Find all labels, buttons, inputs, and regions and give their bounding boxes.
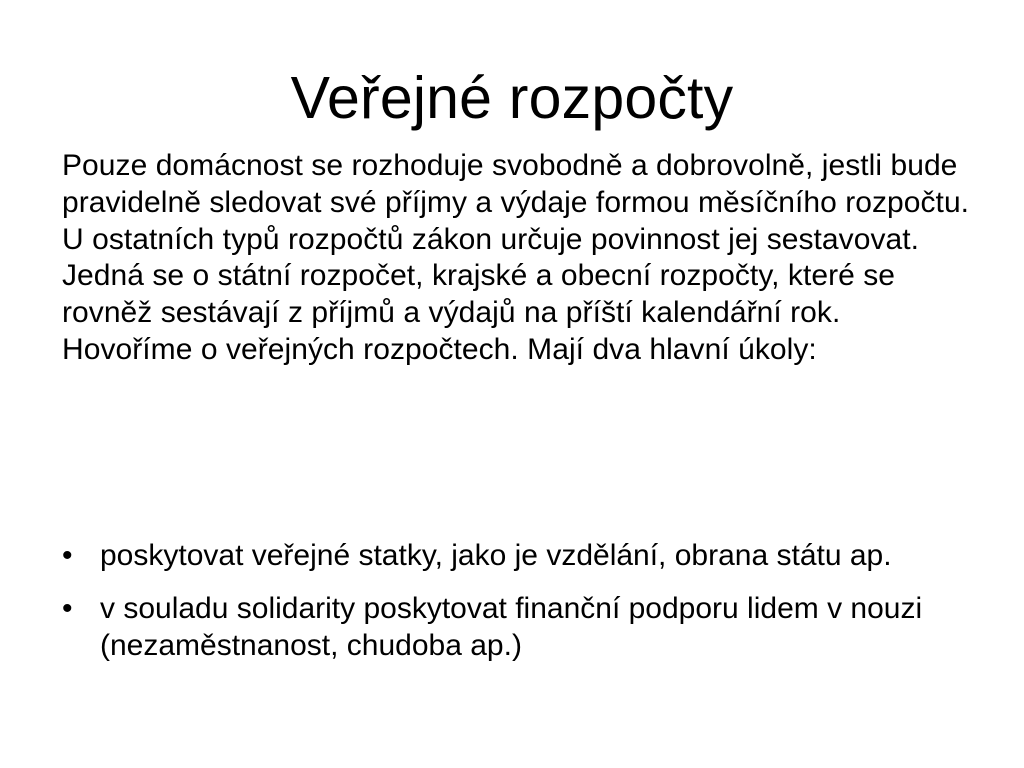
bullet-text: poskytovat veřejné statky, jako je vzdělání, obrana státu ap. <box>100 539 892 572</box>
intro-paragraph: Pouze domácnost se rozhoduje svobodně a dobrovolně, jestli bude pravidelně sledovat své příjmy a výdaje formou měsíčního rozpočtu. U ostatních typů rozpočtů zákon určuje povinnost jej sestavovat. Jedná se o státní rozpočet, krajské a obecní rozpočty, které se rovněž sestávají z příjmů a výdajů na příští kalendářní rok. Hovoříme o veřejných rozpočtech. Mají dva hlavní úkoly: <box>62 149 970 366</box>
tasks-bullet-list <box>62 538 974 680</box>
bullet-text: v souladu solidarity poskytovat finanční podporu lidem v nouzi (nezaměstnanost, chudoba ap.) <box>100 591 923 662</box>
bullet-marker: • <box>62 539 73 572</box>
bullet-item <box>62 591 974 665</box>
slide-title: Veřejné rozpočty <box>290 65 734 131</box>
bullet-item <box>62 538 974 575</box>
bullet-marker: • <box>62 591 73 625</box>
slide-body <box>62 148 974 662</box>
